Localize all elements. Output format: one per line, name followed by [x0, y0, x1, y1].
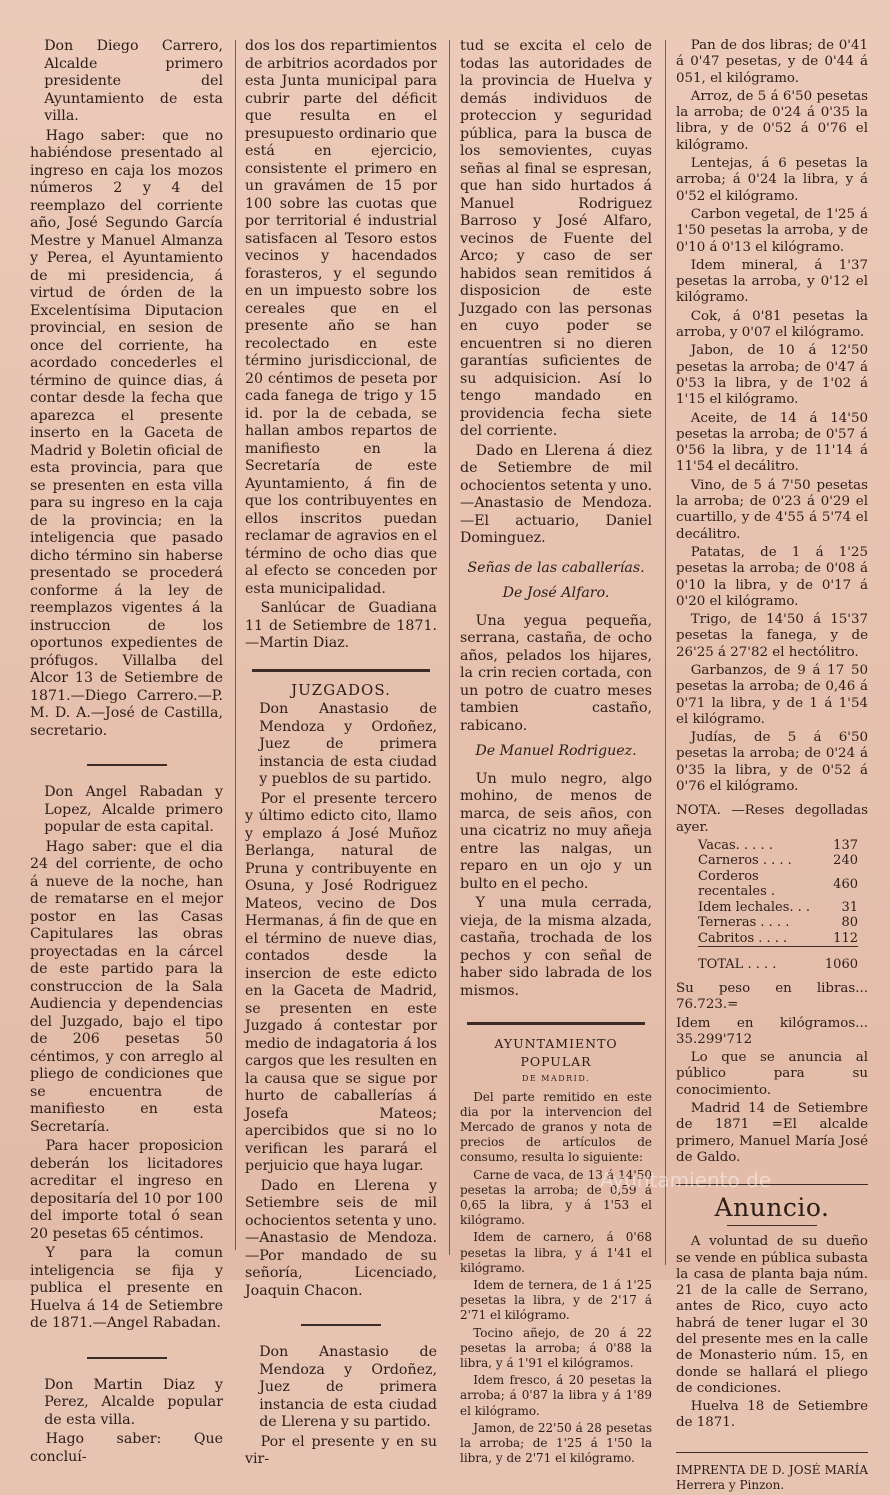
livestock-table: [698, 838, 858, 973]
price-entry: Trigo, de 14'50 á 15'37 pesetas la fanega, y de 26'25 á 27'82 el hectólitro.: [676, 612, 868, 660]
table-cell-value: 31: [841, 899, 858, 915]
section-heading: JUZGADOS.: [291, 680, 391, 699]
price-entry: Jabon, de 10 á 12'50 pesetas la arroba; de 0'47 á 0'53 la libra, y de 1'02 á 1'15 el kilógramo.: [676, 343, 868, 408]
table-cell-value: 137: [833, 837, 858, 853]
notice-heading: Don Martin Diaz y Perez, Alcalde popular de esta villa.: [44, 1376, 223, 1428]
separator-rule: [727, 1225, 817, 1226]
table-row: [698, 838, 858, 854]
price-entry: Lentejas, á 6 pesetas la arroba; á 0'24 la libra, y á 0'52 el kilógramo.: [676, 156, 868, 204]
anuncio-body: A voluntad de su dueño se vende en pública subasta la casa de planta baja núm. 21 de la calle de Serrano, antes de Rico, cuyo acto habrá de tener lugar el 30 del presente mes en la calle de Monasterio núm. 15, en donde se hallará el pliego de condiciones.: [676, 1234, 868, 1396]
price-entry: Carbon vegetal, de 1'25 á 1'50 pesetas la arroba, y de 0'10 á 0'13 el kilógramo.: [676, 206, 868, 255]
table-row: [698, 869, 858, 900]
price-entry: Carne de vaca, de 13 á 14'50 pesetas la arroba; de 0,59 á 0,65 la libra, y á 1'53 el kilógramo.: [460, 1167, 652, 1228]
table-cell-value: 240: [833, 853, 858, 869]
table-row: [698, 900, 858, 916]
price-entry: Tocino añejo, de 20 á 22 pesetas la arroba; á 0'88 la libra, y á 1'91 el kilógramos.: [460, 1325, 652, 1370]
table-cell-value: 112: [833, 930, 858, 946]
price-entry: Cok, á 0'81 pesetas la arroba, y 0'07 el kilógramo.: [676, 308, 868, 341]
table-cell-value: 460: [833, 876, 858, 892]
price-entry: Aceite, de 14 á 14'50 pesetas la arroba; de 0'57 á 0'56 la libra, y de 11'14 á 11'54 el decálitro.: [676, 410, 868, 475]
price-entry: Idem mineral, á 1'37 pesetas la arroba, y 0'12 el kilógramo.: [676, 257, 868, 306]
notice-heading: Don Angel Rabadan y Lopez, Alcalde primero popular de esta capital.: [44, 784, 223, 835]
price-entry: Idem de ternera, de 1 á 1'25 pesetas la libra, y de 2'17 á 2'71 el kilógramo.: [460, 1277, 652, 1323]
price-entry: Pan de dos libras; de 0'41 á 0'47 pesetas, y de 0'44 á 051, el kilógramo.: [676, 38, 868, 86]
price-entry: Vino, de 5 á 7'50 pesetas la arroba; de 0'23 á 0'29 el cuartillo, y de 4'55 á 5'74 el decálitro.: [676, 477, 868, 542]
total-label: TOTAL . . . .: [698, 957, 777, 973]
column-divider: [449, 40, 450, 1255]
price-entry: Arroz, de 5 á 6'50 pesetas la arroba; de 0'24 á 0'35 la libra, y de 0'52 á 0'76 el kilógramo.: [676, 88, 868, 153]
table-cell-label: Carneros . . . .: [698, 853, 792, 869]
notice-body: tud se excita el celo de todas las autoridades de la provincia de Huelva y demás individuos de proteccion y seguridad pública, para la busca de los semovientes, cuyas señas al final se espresan, que han sido hurtados á Manuel Rodriguez Barroso y José Alfaro, vecinos de Fuente del Arco; y caso de ser habidos sean remitidos á disposicion de este Juzgado con las personas en cuyo poder se encuentren si no dieren garantías suficientes de su adquisicion. Así lo tengo mandado en providencia fecha siete del corriente.: [460, 38, 652, 439]
notice-signature: Madrid 14 de Setiembre de 1871 =El alcalde primero, Manuel María José de Galdo.: [676, 1101, 868, 1165]
notice-heading: Don Anastasio de Mendoza y Ordoñez, Juez de primera instancia de esta ciudad y pueblos de su partido.: [259, 701, 437, 787]
total-value: 1060: [824, 957, 858, 973]
notice-body: Lo que se anuncia al público para su conocimiento.: [676, 1050, 868, 1098]
separator-rule: [87, 1357, 167, 1359]
table-cell-label: Terneras . . . .: [698, 915, 790, 931]
price-entry: Garbanzos, de 9 á 17 50 pesetas la arroba; de 0,46 á 0'71 la libra, y de 1 á 1'54 el kilógramo.: [676, 662, 868, 727]
notice-signature: Dado en Llerena y Setiembre seis de mil ochocientos setenta y uno.—Anastasio de Mendoza.—Por mandado de su señoría, Licenciado, Joaquin Chacon.: [245, 1177, 437, 1299]
table-cell-label: Cabritos . . . .: [698, 930, 788, 946]
imprint-text: IMPRENTA DE D. JOSÉ MARÍA Herrera y Pinzon.: [676, 1462, 868, 1492]
section-heading: AYUNTAMIENTO POPULAR: [494, 1036, 618, 1069]
notice-signature: Sanlúcar de Guadiana 11 de Setiembre de 1871.—Martin Diaz.: [245, 600, 437, 651]
notice-signature: Dado en Llerena á diez de Setiembre de mil ochocientos setenta y uno.—Anastasio de Mendoza.—El actuario, Daniel Dominguez.: [460, 442, 652, 546]
price-entry: Jamon, de 22'50 á 28 pesetas la arroba; de 1'25 á 1'50 la libra, y de 2'71 el kilógramo.: [460, 1420, 652, 1466]
table-cell-label: Corderos recentales .: [698, 868, 776, 900]
table-total-row: [698, 947, 858, 973]
separator-rule: [676, 1452, 868, 1453]
separator-rule: [252, 669, 430, 672]
report-text: Del parte remitido en este dia por la intervencion del Mercado de granos y nota de precios de artículos de consumo, resulta lo siguiente:: [460, 1089, 652, 1165]
column-4: [676, 38, 868, 1495]
separator-rule: [467, 1022, 645, 1025]
notice-body: Hago saber: Que concluí-: [30, 1431, 223, 1465]
notice-body: Y para la comun inteligencia se fija y publica el presente en Huelva á 14 de Setiembre de 1871.—Angel Rabadan.: [30, 1245, 223, 1331]
description-text: Una yegua pequeña, serrana, castaña, de ocho años, pelados los hijares, la crin recien cortada, con un potro de cuatro meses tambien castaño, rabicano.: [460, 612, 652, 734]
price-entry: Idem de carnero, á 0'68 pesetas la libra, y á 1'41 el kilógramo.: [460, 1230, 652, 1275]
notice-body: Hago saber: que el dia 24 del corriente, de ocho á nueve de la noche, han de rematarse en el mejor postor en las Casas Capitulares las obras proyectadas en la cárcel de este partido para la construccion de la Sala Audiencia y dependencias del Juzgado, bajo el tipo de 206 pesetas 50 céntimos, y con arreglo al pliego de condiciones que se encuentra de manifiesto en esta Secretaría.: [30, 838, 223, 1135]
table-row: [698, 853, 858, 869]
column-divider: [235, 40, 236, 1250]
separator-rule: [301, 1324, 381, 1326]
nota-heading: NOTA. —Reses degolladas ayer.: [676, 803, 868, 835]
notice-body: Hago saber: que no habiéndose presentado al ingreso en caja los mozos números 2 y 4 del reemplazo del corriente año, José Segundo García Mestre y Manuel Almanza y Perea, el Ayuntamiento de mi presidencia, á virtud de órden de la Excelentísima Diputacion provincial, en sesion de once del corriente, ha acordado concederles el término de quince dias, á contar desde la fecha que aparezca el presente inserto en la Gaceta de Madrid y Boletin oficial de esta provincia, para que se presenten en esta villa para su ingreso en la caja de la provincia; en la inteligencia que pasado dicho término sin haberse presentado se procederá conforme á la ley de reemplazos vigentes á la instruccion de los oportunos expedientes de prófugos. Villalba del Alcor 13 de Setiembre de 1871.—Diego Carrero.—P. M. D. A.—José de Castilla, secretario.: [30, 127, 223, 739]
column-1: [30, 38, 223, 1468]
table-cell-label: Idem lechales. . .: [698, 899, 811, 915]
notice-heading: Don Anastasio de Mendoza y Ordoñez, Juez de primera instancia de esta ciudad de Llerena y su partido.: [259, 1344, 437, 1430]
separator-rule: [87, 764, 167, 766]
notice-heading: Don Diego Carrero, Alcalde primero presidente del Ayuntamiento de esta villa.: [44, 38, 223, 124]
subsection-heading: De José Alfaro.: [502, 585, 610, 601]
watermark: Ayuntamiento de: [600, 1168, 772, 1192]
notice-body: Por el presente tercero y último edicto cito, llamo y emplazo á José Muñoz Berlanga, natural de Pruna y contribuyente en Osuna, y José Rodriguez Mateos, vecino de Dos Hermanas, á fin de que en el término de nueve dias, contados desde la insercion de este edicto en la Gaceta de Madrid, se presenten en este Juzgado á contestar por medio de indagatoria á los cargos que les resulten en la causa que se sigue por hurto de caballerías á Josefa Mateos; apercibidos que si no lo verifican les parará el perjuicio que haya lugar.: [245, 790, 437, 1174]
column-2: [245, 38, 437, 1471]
column-3: [460, 38, 652, 1468]
table-cell-value: 80: [841, 915, 858, 931]
table-row: [698, 915, 858, 931]
notice-body: Por el presente y en su vir-: [245, 1433, 437, 1467]
price-entry: Idem fresco, á 20 pesetas la arroba; á 0'87 la libra y á 1'89 el kilógramo.: [460, 1373, 652, 1418]
price-entry: Judías, de 5 á 6'50 pesetas la arroba; de 0'24 á 0'35 la libra, y de 0'52 á 0'76 el kilógramo.: [676, 730, 868, 795]
column-divider: [665, 40, 666, 1265]
description-text: Y una mula cerrada, vieja, de la misma alzada, castaña, trochada de los pechos y con señal de haber sido labrada de los mismos.: [460, 895, 652, 999]
notice-body: dos los dos repartimientos de arbitrios acordados por esta Junta municipal para cubrir parte del déficit que resulta en el presupuesto ordinario que está en ejercicio, consistente el primero en un gravámen de 15 por 100 sobre las cuotas que por territorial é industrial satisfacen al Tesoro estos vecinos y hacendados forasteros, y el segundo en un impuesto sobre los cereales que en el presente año se han recolectado en este término jurisdiccional, de 20 céntimos de peseta por cada fanega de trigo y 15 id. por la de cebada, se hallan ambos repartos de manifiesto en la Secretaría de este Ayuntamiento, á fin de que los contribuyentes en ellos inscritos puedan reclamar de agravios en el término de ocho dias que al efecto se conceden por esta municipalidad.: [245, 38, 437, 597]
table-cell-label: Vacas. . . . .: [698, 837, 773, 853]
description-text: Un mulo negro, algo mohino, de menos de marca, de seis años, con una cicatriz no muy añeja entre las nalgas, un reparo en un ojo y un bulto en el pecho.: [460, 770, 652, 892]
notice-body: Para hacer proposicion deberán los licitadores acreditar el ingreso en depositaría del 10 por 100 del importe total ó sean 20 pesetas 65 céntimos.: [30, 1138, 223, 1242]
subsection-heading: Señas de las caballerías.: [467, 559, 645, 576]
table-row: [698, 931, 858, 947]
anuncio-date: Huelva 18 de Setiembre de 1871.: [676, 1399, 868, 1431]
anuncio-heading: Anuncio.: [714, 1193, 830, 1223]
price-entry: Patatas, de 1 á 1'25 pesetas la arroba; de 0'08 á 0'10 la libra, y de 0'17 á 0'20 el kilógramo.: [676, 544, 868, 609]
weight-summary: Idem en kilógramos... 35.299'712: [676, 1015, 868, 1047]
weight-summary: Su peso en libras... 76.723.=: [676, 980, 868, 1013]
subsection-heading: De Manuel Rodriguez.: [475, 743, 637, 759]
section-subheading: DE MADRID.: [521, 1074, 591, 1083]
